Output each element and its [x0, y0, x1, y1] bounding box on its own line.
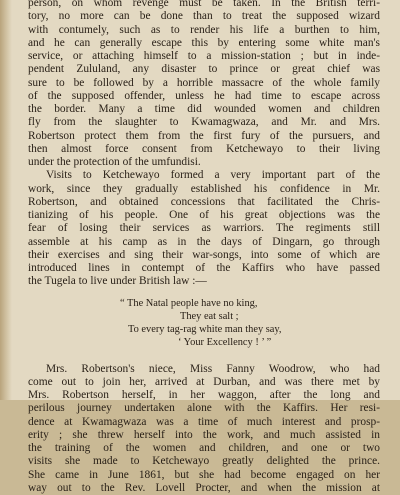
text-line: assemble at his camp as in the days of Dingarn, go through	[28, 236, 380, 249]
text-line: Mrs. Robertson herself, in her waggon, after the long and	[28, 389, 380, 402]
paragraph-1	[28, 0, 380, 169]
poem-line: To every tag-rag white man they say,	[28, 323, 380, 336]
text-line: tory, no more can be done than to treat the supposed wizard	[28, 10, 380, 23]
page-gutter-shadow	[0, 0, 12, 400]
text-line: Visits to Ketchewayo formed a very important part of the	[28, 169, 380, 182]
text-line: erity ; she threw herself into the work, and much assisted in	[28, 429, 380, 442]
text-line: the border. Many a time did wounded women and children	[28, 103, 380, 116]
text-line: service, or attaching himself to a mission-station ; but in inde-	[28, 50, 380, 63]
text-line: then almost force consent from Ketchewayo to their living	[28, 143, 380, 156]
text-line: fly from the slaughter to Kwamagwaza, and Mr. and Mrs.	[28, 116, 380, 129]
text-line: person, on whom revenge must be taken. In the British terri-	[28, 0, 380, 10]
text-line: the training of the women and children, and one or two	[28, 442, 380, 455]
text-line: sure to be followed by a horrible massacre of the whole family	[28, 77, 380, 90]
text-line: their exercises and sing their war-songs, into some of which are	[28, 249, 380, 262]
poem-line: They eat salt ;	[28, 310, 380, 323]
text-line: come out to join her, arrived at Durban, and was there met by	[28, 376, 380, 389]
text-line: with contumely, such as to render his life a burthen to him,	[28, 24, 380, 37]
paragraph-2	[28, 169, 380, 288]
text-line: fear of losing their services as warriors. The regiments still	[28, 222, 380, 235]
text-line: Mrs. Robertson's niece, Miss Fanny Woodrow, who had	[28, 363, 380, 376]
spacer	[28, 350, 380, 363]
text-line: work, since they gradually established his confidence in Mr.	[28, 183, 380, 196]
spacer	[28, 289, 380, 297]
text-line: of the supposed offender, unless he had time to escape across	[28, 90, 380, 103]
text-line: visits she made to Ketchewayo greatly delighted the prince.	[28, 455, 380, 468]
text-line: the Tugela to live under British law :—	[28, 275, 380, 288]
text-line: introduced lines in contempt of the Kaffirs who have passed	[28, 262, 380, 275]
text-line: way out to the Rev. Lovell Procter, and when the mission at	[28, 482, 380, 495]
text-line: dence at Kwamagwaza was a time of much interest and prosp-	[28, 416, 380, 429]
page-text	[28, 0, 380, 495]
poem-line: “ The Natal people have no king,	[28, 297, 380, 310]
text-line: pendent Zululand, any disaster to prince or great chief was	[28, 63, 380, 76]
text-line: tianizing of his people. One of his great objections was the	[28, 209, 380, 222]
text-line: Robertson, and obtained concessions that facilitated the Chris-	[28, 196, 380, 209]
text-line: under the protection of the umfundisi.	[28, 156, 380, 169]
poem-line: ‘ Your Excellency ! ’ ”	[28, 336, 380, 349]
poem-quote	[28, 297, 380, 350]
text-line: Robertson protect them from the first fury of the pursuers, and	[28, 130, 380, 143]
text-line: perilous journey undertaken alone with the Kaffirs. Her resi-	[28, 402, 380, 415]
text-line: and he can generally escape this by entering some white man's	[28, 37, 380, 50]
text-line: She came in June 1861, but she had become engaged on her	[28, 469, 380, 482]
paragraph-3	[28, 363, 380, 495]
